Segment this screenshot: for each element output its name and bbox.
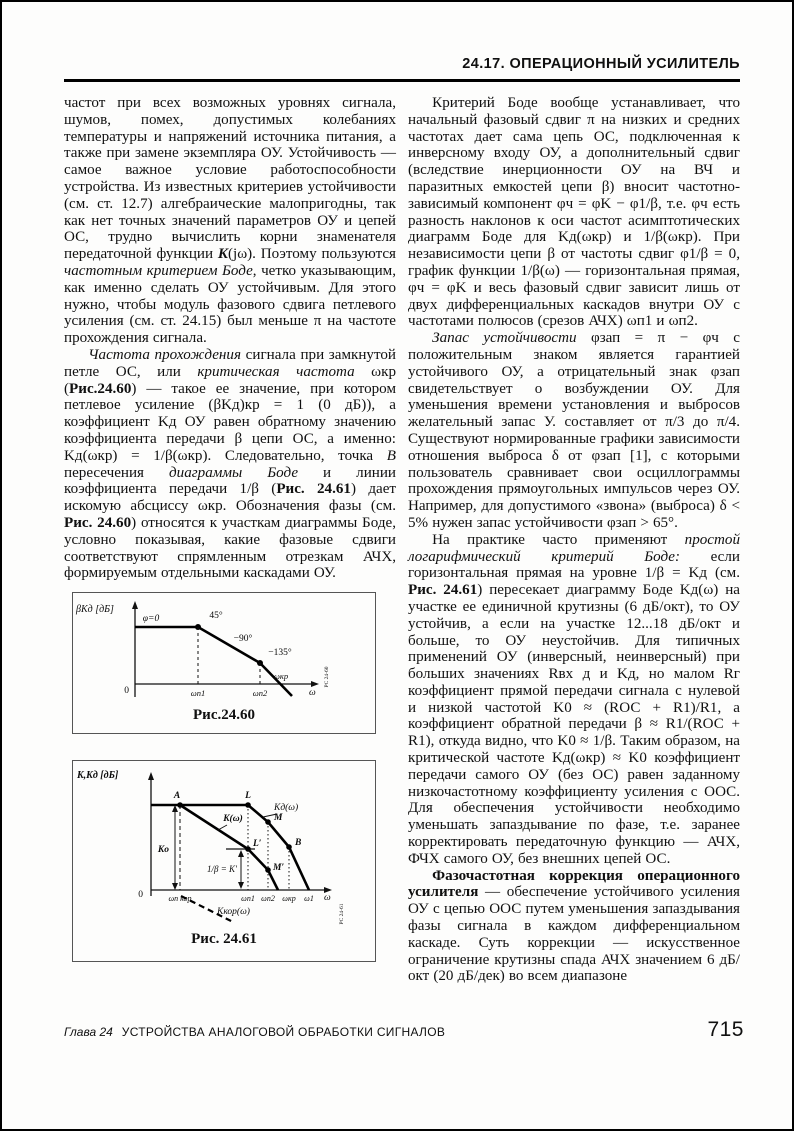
y-axis-arrow [148,772,154,780]
point-label-L: L [245,791,251,802]
leader-K [218,825,227,830]
x-tick-wp1: ωп1 [241,894,255,904]
point-label-M-prime: M′ [273,863,285,874]
K0-double-arrow [172,805,178,890]
y-axis-label: K,Kд [дБ] [77,770,119,782]
chapter-label: Глава 24 [64,1025,113,1039]
phase-label-90: −90° [233,634,253,645]
one-over-beta-arrow [238,850,244,889]
x-tick-wpkor: ωп кор [168,894,192,904]
bode-plot-24-60 [73,595,373,705]
column-left [64,95,396,985]
x-tick-wp2: ωп2 [261,894,275,904]
point-label-B: B [295,838,302,849]
x-axis-arrow [311,681,319,687]
point-label-M: M [274,813,283,824]
figure-24-60 [72,592,376,734]
x-tick-wkr: ωкр [282,894,296,904]
origin-label: 0 [124,686,129,697]
curve-label-K: K(ω) [223,814,243,825]
critical-frequency-label: ωкр [273,671,289,682]
one-over-beta-label: 1/β = K′ [206,864,237,875]
y-axis-arrow [132,601,138,609]
paragraph-stability-margin: Запас устойчивости φзап = π − φч с положительным знаком является гарантией устойчивого ОУ, а отрицательный знак φзап свидетельствует о возбуждении ОУ. Для уменьшения времени установления и выбросов желательный запас У. составляет от π/3 до π/4. Существуют нормированные графики зависимости отношения выброса δ от φзап [1], с которыми пользователь сравнивает свои осциллограммы прохождения прямоугольных импульсов через ОУ. Например, для допустимого «звона» (выброса) δ < 5% нужен запас устойчивости φзап > 65°. [408,330,740,531]
paragraph-stability-intro: частот при всех возможных уровнях сигнала, шумов, помех, допустимых колебаниях температуры и напряжений источника питания, а также при замене экземпляра ОУ. Устойчивость — самое важное условие работоспособности устройства. Из известных критериев устойчивости (см. ст. 12.7) алгебраические малопригодны, так как нет точных значений параметров ОУ и цепей ОС, трудно вычислить корни знаменателя передаточной функции K(jω). Поэтому пользуются частотным критерием Боде, четко указывающим, как именно сделать ОУ устойчивым. Для этого нужно, чтобы модуль фазового сдвига петлевого усиления (см. ст. 24.15) был меньше π на частоте прохождения сигнала. [64,95,396,347]
book-title: УСТРОЙСТВА АНАЛОГОВОЙ ОБРАБОТКИ СИГНАЛОВ [121,1025,446,1039]
x-axis-label-omega: ω [324,893,331,904]
x-axis-label-omega: ω [309,688,316,699]
K0-label: Kо [157,845,169,856]
x-tick-w1: ω1 [304,894,314,904]
x-tick-wp2: ωп2 [252,688,268,699]
running-head-section-title: 24.17. ОПЕРАЦИОННЫЙ УСИЛИТЕЛЬ [64,56,740,82]
point-label-L-prime: L′ [253,839,262,850]
point-label-A: A [173,791,181,802]
bode-magnitude-curve [135,627,292,699]
x-tick-wp1: ωп1 [190,688,206,699]
paragraph-log-criterion: На практике часто применяют простой логарифмический критерий Боде: если горизонтальная прямая на уровне 1/β = Kд (см. Рис. 24.61) пересекает диаграмму Боде Kд(ω) на участке ее единичной крутизны (6 дБ/окт), то ОУ устойчив, а если на участке 12...18 дБ/окт и больше, то ОУ неустойчив. Для типичных применений ОУ (инверсный, неинверсный) при больших значениях Rвх д и Kд, но малом Rг коэффициент прямой передачи сигнала с нулевой и низкой частотой K0 ≈ (RОС + R1)/R1, а коэффициент обратной передачи β ≈ R1/(RОС + R1), откуда видно, что K0 ≈ 1/β. Таким образом, на критической частоте Kд(ωкр) ≈ K0 коэффициент передачи самого ОУ (без ОС) равен заданному низкочастотному коэффициенту усиления с ООС. Для обеспечения устойчивости необходимо уменьшать запаздывание по фазе, т.е. заранее корректировать передаточную функцию — АЧХ, ФЧХ самого ОУ, без внешних цепей ОС. [408,531,740,867]
phase-label-0: φ=0 [142,614,160,625]
figure-side-code: РС 24-61 [339,903,345,925]
bode-plot-24-61 [73,763,373,929]
two-column-body [64,95,740,985]
page-footer [64,1018,744,1042]
page-content [64,56,740,985]
paragraph-phase-correction: Фазочастотная коррекция операционного усилителя — обеспечение устойчивого усиления ОУ с цепью ООС путем уменьшения запаздывания фазы сигнала в каждом дифференциальном каскаде. Суть коррекции — искусственное ограничение крутизны спада АЧХ значением 6 дБ/окт (20 дБ/дек) во всем диапазоне [408,867,740,985]
paragraph-critical-frequency: Частота прохождения сигнала при замкнутой петле ОС, или критическая частота ωкр (Рис.24.60) — такое ее значение, при котором петлевое усиление (βKд)кр = 1 (0 дБ)), а коэффициент Kд ОУ равен обратному значению коэффициента передачи β цепи ОС, а именно: Kд(ωкр) = 1/β(ωкр). Следовательно, точка B пересечения диаграммы Боде и линии коэффициента передачи 1/β (Рис. 24.61) дает искомую абсциссу ωкр. Обозначения фазы (см. Рис. 24.60) относятся к участкам диаграммы Боде, условно показывая, какие фазовые сдвиги соответствуют спрямленным отрезкам АЧХ, формируемым отдельными каскадами ОУ. [64,346,397,582]
figure-caption-24-60: Рис.24.60 [193,707,255,724]
y-axis-label: βKд [дБ] [76,604,114,616]
figure-caption-24-61: Рис. 24.61 [191,931,257,948]
phase-label-135: −135° [268,648,292,659]
curve-label-Kd: Kд(ω) [274,803,299,814]
column-right [408,95,740,985]
page-number: 715 [707,1018,744,1041]
curve-label-Kkor: Kкор(ω) [217,907,250,918]
figure-24-61 [72,760,376,962]
phase-label-45: 45° [209,611,223,622]
figure-side-code: РС 24-60 [324,666,330,688]
origin-label: 0 [138,890,143,901]
paragraph-bode-criterion: Критерий Боде вообще устанавливает, что начальный фазовый сдвиг π на низких и средних частотах дает сама цепь ОС, подключенная к инверсному входу ОУ, а дополнительный сдвиг (вследствие инерционности ОУ на ВЧ и паразитных емкостей цепи β) вносит частотно-зависимый компонент φч = φK − φ1/β, т.е. φч есть разность наклонов к оси частот асимптотических диаграмм Боде для Kд(ωкр) и 1/β(ωкр). При независимости цепи β от частоты сдвиг φ1/β = 0, график функции 1/β(ω) — горизонтальная прямая, φч = φK и весь фазовый сдвиг зависит лишь от двух дифференциальных каскадов внутри ОУ с частотами полюсов (срезов АЧХ) ωп1 и ωп2. [408,95,740,330]
